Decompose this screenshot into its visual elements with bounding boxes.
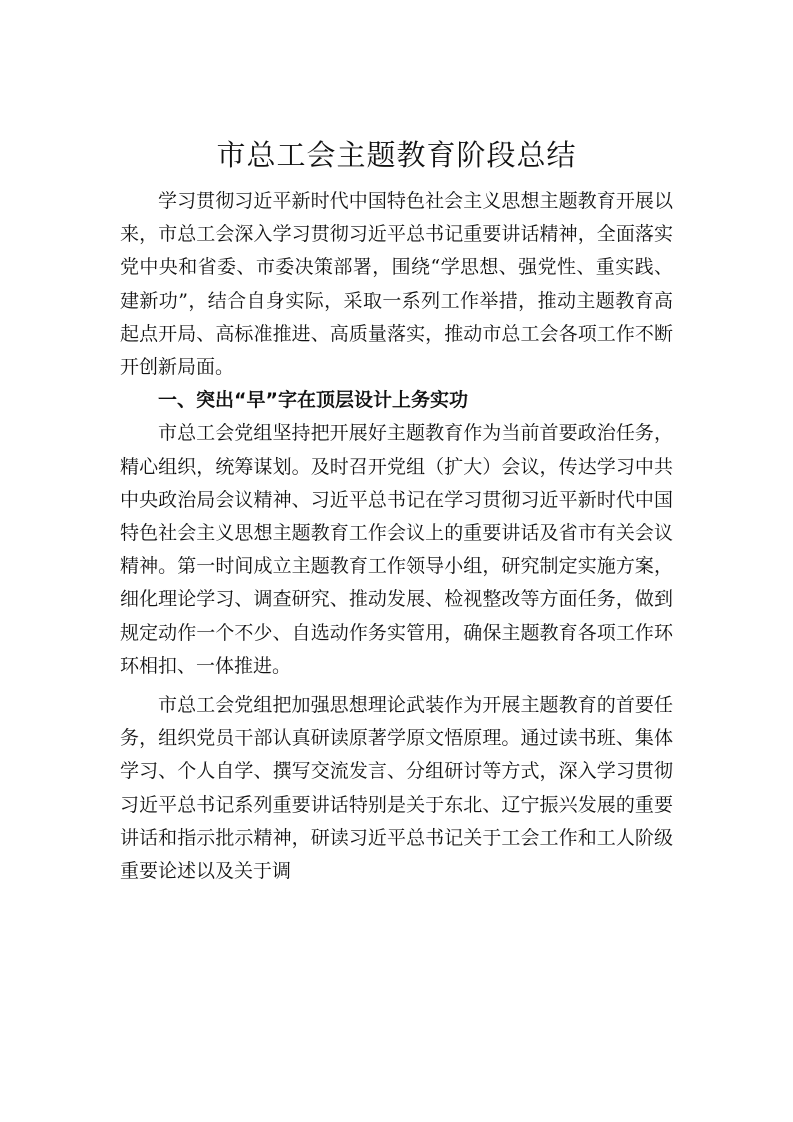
paragraph-intro: 学习贯彻习近平新时代中国特色社会主义思想主题教育开展以来，市总工会深入学习贯彻习近平总书记重要讲话精神，全面落实党中央和省委、市委决策部署，围绕“学思想、强党性、重实践、建新功”，结合自身实际，采取一系列工作举措，推动主题教育高起点开局、高标准推进、高质量落实，推动市总工会各项工作不断开创新局面。 xyxy=(120,190,673,379)
document-body xyxy=(120,185,673,888)
section-heading-1: 一、突出“早”字在顶层设计上务实功 xyxy=(158,389,468,412)
paragraph-section1-a: 市总工会党组坚持把开展好主题教育作为当前首要政治任务，精心组织，统筹谋划。及时召开党组（扩大）会议，传达学习中共中央政治局会议精神、习近平总书记在学习贯彻习近平新时代中国特色社会主义思想主题教育工作会议上的重要讲话及省市有关会议精神。第一时间成立主题教育工作领导小组，研究制定实施方案，细化理论学习、调查研究、推动发展、检视整改等方面任务，做到规定动作一个不少、自选动作务实管用，确保主题教育各项工作环环相扣、一体推进。 xyxy=(120,422,673,677)
document-title: 市总工会主题教育阶段总结 xyxy=(216,138,577,172)
paragraph-section1-b: 市总工会党组把加强思想理论武装作为开展主题教育的首要任务，组织党员干部认真研读原著学原文悟原理。通过读书班、集体学习、个人自学、撰写交流发言、分组研讨等方式，深入学习贯彻习近平总书记系列重要讲话特别是关于东北、辽宁振兴发展的重要讲话和指示批示精神，研读习近平总书记关于工会工作和工人阶级重要论述以及关于调 xyxy=(120,694,673,883)
